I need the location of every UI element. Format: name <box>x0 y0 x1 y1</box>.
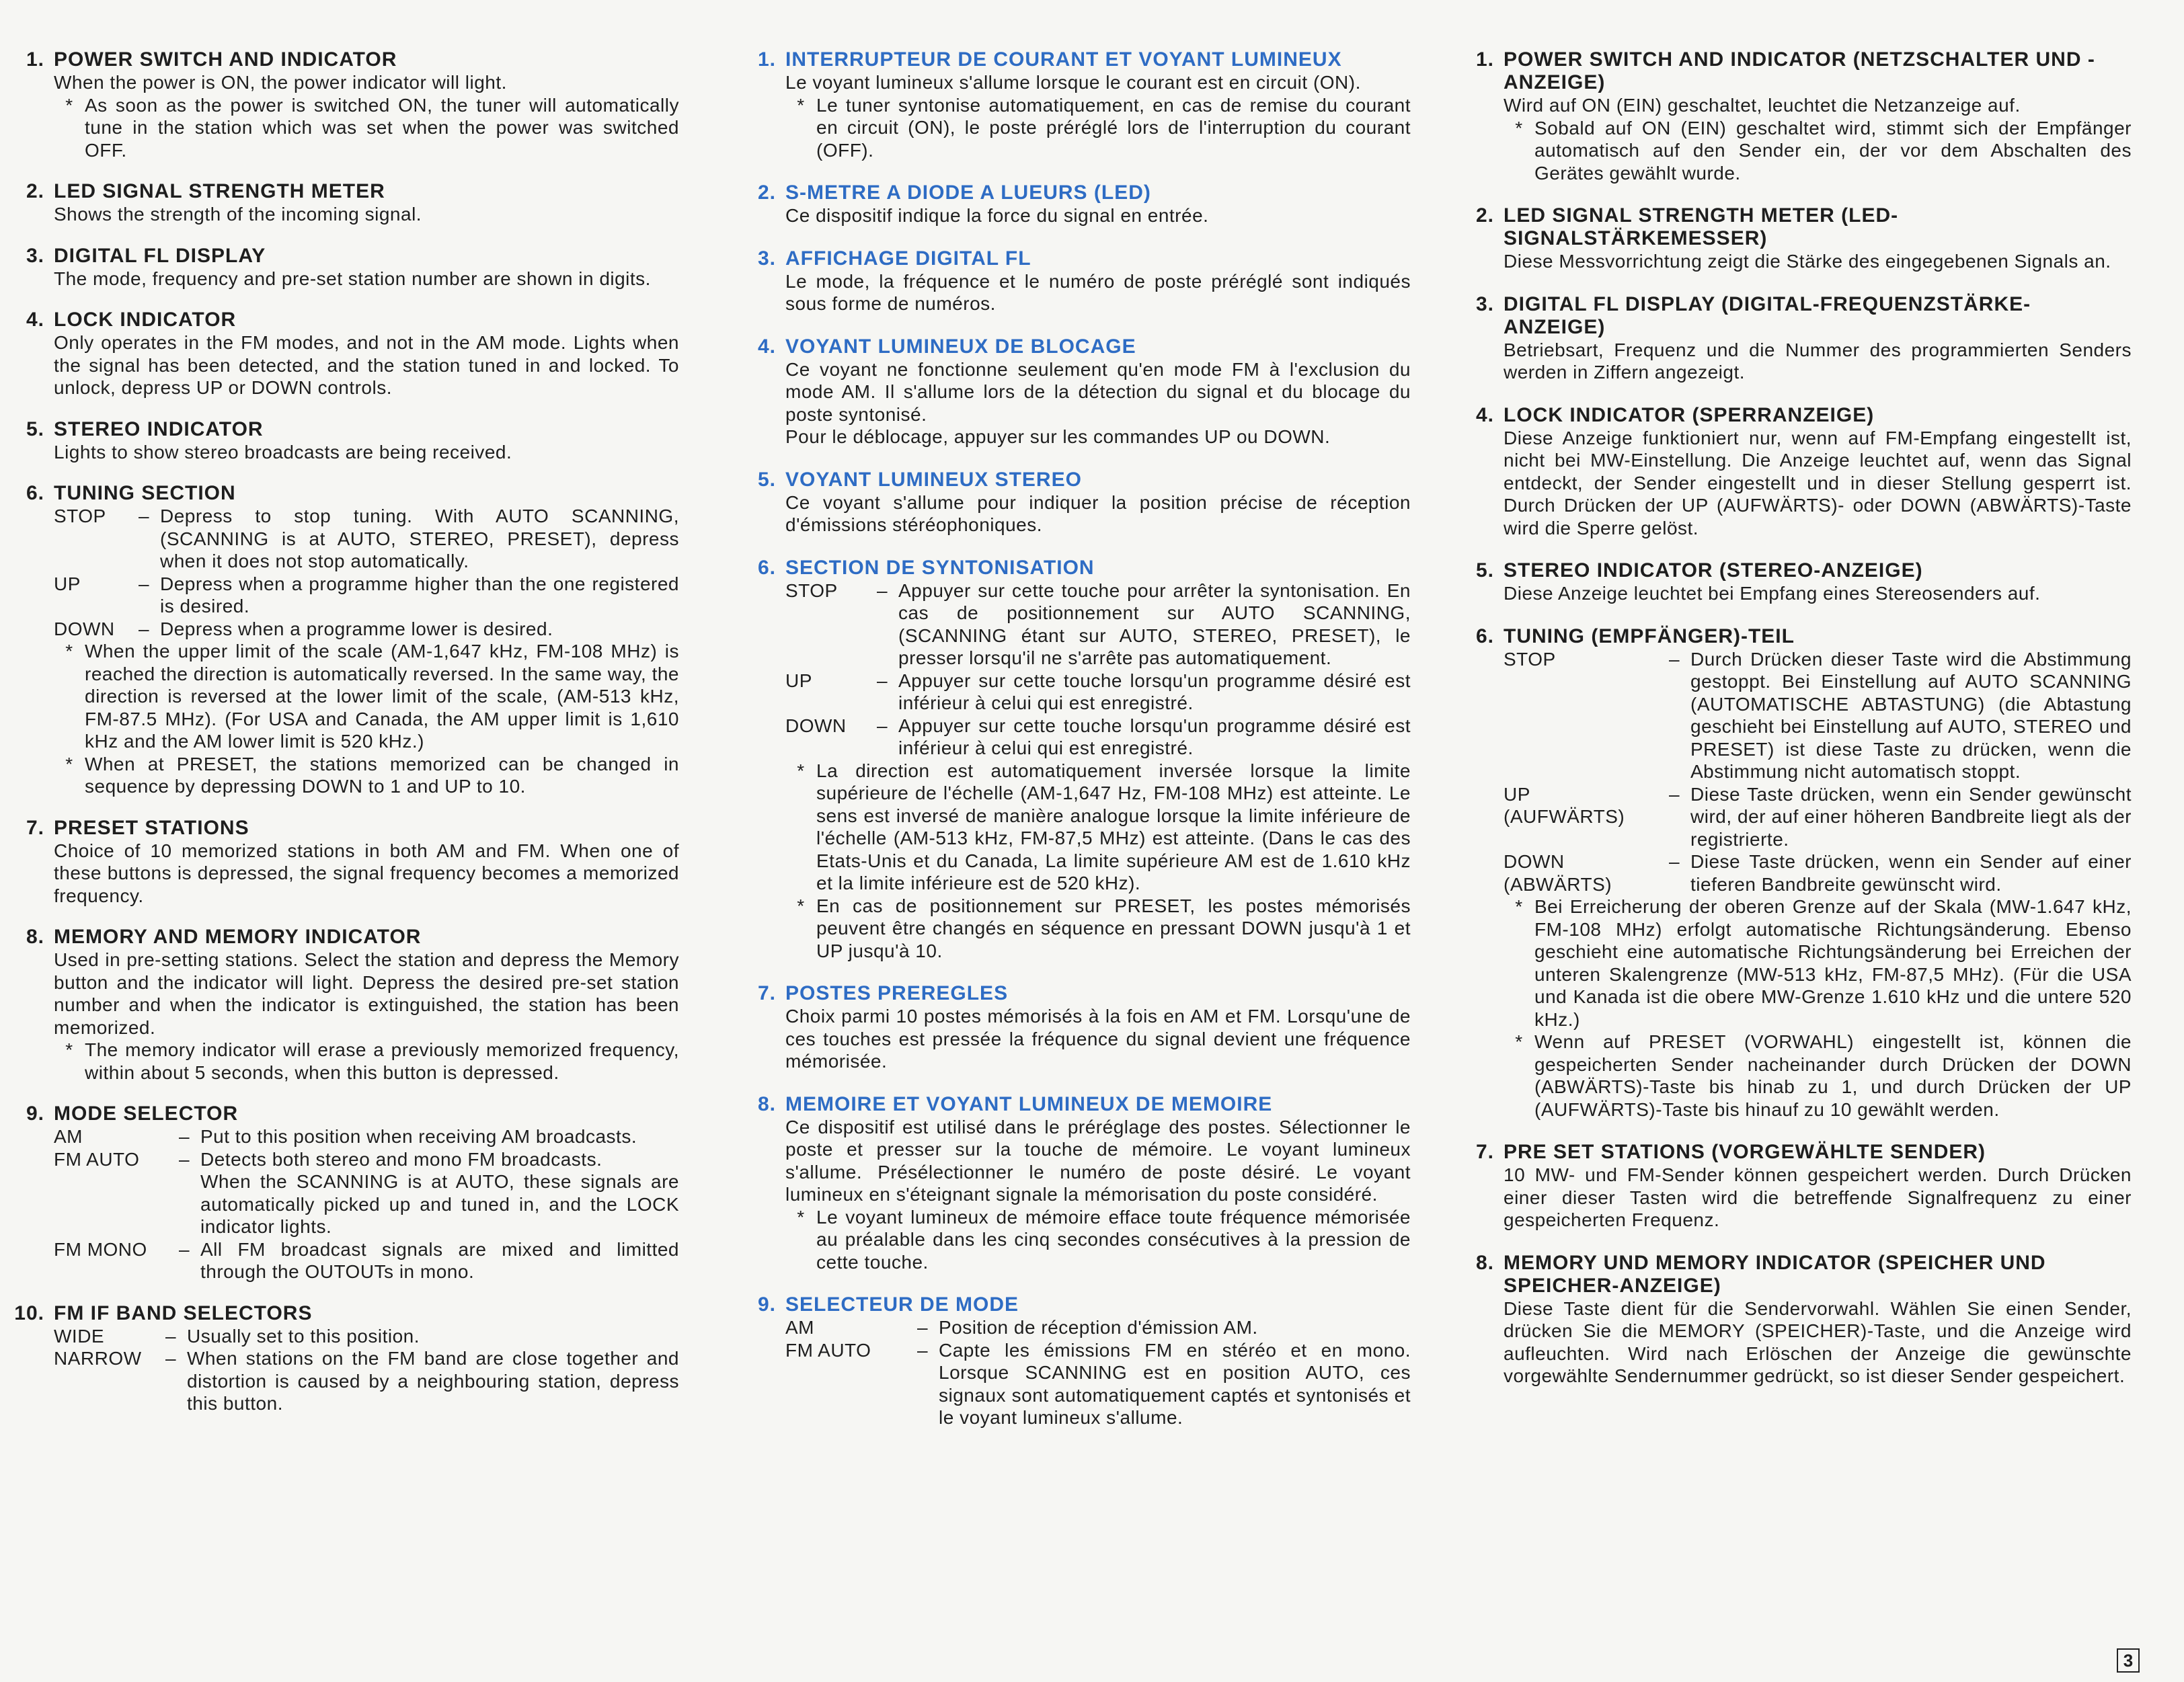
en-section-7: 7. PRESET STATIONS Choice of 10 memorized stations in both AM and FM. When one of these buttons is depressed, the signal frequency becomes a memorized frequency. <box>26 816 679 906</box>
french-column <box>757 48 1411 1655</box>
section-number: 1. <box>26 48 44 71</box>
fr-section-4: 4. VOYANT LUMINEUX DE BLOCAGE Ce voyant ne fonctionne seulement qu'en mode FM à l'exclusion du mode AM. Il s'allume lors de la détection du signal et du blocage du poste syntonisé. Pour le déblocage, appuyer sur les commandes UP ou DOWN. <box>757 335 1411 447</box>
section-title: MEMORY UND MEMORY INDICATOR (SPEICHER UND SPEICHER-ANZEIGE) <box>1504 1251 2046 1297</box>
definition-narrow: NARROW – When stations on the FM band are close together and distortion is caused by a neighbouring station, depress this button. <box>54 1348 679 1414</box>
section-text: Diese Anzeige leuchtet bei Empfang eines Stereosenders auf. <box>1504 583 2041 604</box>
section-title: TUNING SECTION <box>54 482 236 504</box>
note: * When the upper limit of the scale (AM-1,647 kHz, FM-108 MHz) is reached the direction is automatically reversed. In the same way, the direction is reversed at the lower limit of the scale, (AM-513 kHz, FM-87.5 MHz). (For USA and Canada, the AM upper limit is 1,610 kHz and the AM lower limit is 520 kHz.) <box>65 641 679 752</box>
section-title: AFFICHAGE DIGITAL FL <box>785 247 1031 270</box>
section-title: MODE SELECTOR <box>54 1103 239 1125</box>
definition-up: UP (AUFWÄRTS) – Diese Taste drücken, wenn ein Sender gewünscht wird, der auf einer höheren Bandbreite liegt als der registrierte. <box>1504 783 2132 850</box>
section-text: Diese Anzeige funktioniert nur, wenn auf FM-Empfang eingestellt ist, nicht bei MW-Einstellung. Die Anzeige leuchtet auf, wenn das Signal entdeckt, der Sender eingestellt und in dieser Stellung gesperrt ist. Durch Drücken der UP (AUFWÄRTS)- oder DOWN (ABWÄRTS)-Taste wird die Sperre gelöst. <box>1504 427 2132 538</box>
section-title: SELECTEUR DE MODE <box>785 1293 1019 1316</box>
de-section-2: 2. LED SIGNAL STRENGTH METER (LED-SIGNALSTÄRKEMESSER) Diese Messvorrichtung zeigt die Stärke des eingegebenen Signals an. <box>1504 204 2132 273</box>
de-section-8: 8. MEMORY UND MEMORY INDICATOR (SPEICHER UND SPEICHER-ANZEIGE) Diese Taste dient für die Sendervorwahl. Wählen Sie einen Sender, drücken Sie die MEMORY (SPEICHER)-Taste, und die Anzeige wird aufleuchten. Wird nach Erlöschen der Anzeige die gewünschte vorgewählte Sendernummer gedrückt, so ist dieser Sender gespeichert. <box>1475 1251 2132 1386</box>
fr-section-1: 1. INTERRUPTEUR DE COURANT ET VOYANT LUMINEUX Le voyant lumineux s'allume lorsque le courant est en circuit (ON). * Le tuner syntonise automatiquement, en cas de remise du courant en circuit (ON), le poste préréglé lors de l'interruption du courant (OFF). <box>757 48 1411 161</box>
section-title: POSTES PREREGLES <box>785 982 1009 1004</box>
section-title: PRE SET STATIONS (VORGEWÄHLTE SENDER) <box>1504 1141 1986 1163</box>
fr-section-8: 8. MEMOIRE ET VOYANT LUMINEUX DE MEMOIRE Ce dispositif est utilisé dans le préréglage des postes. Sélectionner le poste et presser sur la touche de mémoire. Le voyant lumineux s'allume. Présélectionner le numéro de poste désiré. Le voyant lumineux en s'éteignant signale la mémorisation du poste considéré. * Le voyant lumineux de mémoire efface toute fréquence mémorisée au préalable dans les cinq secondes consécutives à la pression de cette touche. <box>757 1092 1411 1273</box>
section-text: Ce voyant ne fonctionne seulement qu'en mode FM à l'exclusion du mode AM. Il s'allume lors de la détection du signal et du blocage du poste syntonisé. <box>785 358 1411 425</box>
english-column <box>14 48 679 1655</box>
section-title: VOYANT LUMINEUX DE BLOCAGE <box>785 335 1136 358</box>
definition-fm-auto: FM AUTO – Capte les émissions FM en stéréo et en mono. Lorsque SCANNING est en position AUTO, ces signaux sont automatiquement captés et syntonisés et le voyant lumineux s'allume. <box>785 1339 1411 1428</box>
section-text: Le mode, la fréquence et le numéro de poste préréglé sont indiqués sous forme de numéros. <box>785 270 1411 314</box>
definition-down: DOWN – Appuyer sur cette touche lorsqu'un programme désiré est inférieur à celui qui est enregistré. <box>785 715 1411 758</box>
section-title: LOCK INDICATOR <box>54 309 237 331</box>
en-section-3: 3. DIGITAL FL DISPLAY The mode, frequency and pre-set station number are shown in digits. <box>54 245 679 290</box>
note: * La direction est automatiquement inversée lorsque la limite supérieure de l'échelle (AM-1,647 Hz, FM-108 MHz) est atteinte. Le sens est inversé de manière analogue lorsque la limite inférieure de l'échelle (AM-513 kHz, FM-87,5 MHz) est atteinte. (Dans le cas des Etats-Unis et du Canada, La limite supérieure AM est de 1.610 kHz et la limite inférieure est de 520 kHz). <box>797 760 1411 893</box>
definition-wide: WIDE – Usually set to this position. <box>54 1325 420 1347</box>
note: * The memory indicator will erase a previously memorized frequency, within about 5 seconds, when this button is depressed. <box>65 1039 679 1083</box>
section-title: POWER SWITCH AND INDICATOR <box>54 48 397 71</box>
note: * Le tuner syntonise automatiquement, en cas de remise du courant en circuit (ON), le poste préréglé lors de l'interruption du courant (OFF). <box>797 94 1411 161</box>
section-title: S-METRE A DIODE A LUEURS (LED) <box>785 182 1151 204</box>
en-section-9: 9. MODE SELECTOR AM – Put to this position when receiving AM broadcasts. FM AUTO – Detects both stereo and mono FM broadcasts. When the SCANNING is at AUTO, these signals are automatically picked up and tuned in, and the LOCK indicator lights. FM MONO – All FM broadcast signals are mixed and limitted through the OUTOUTs in mono. <box>26 1103 679 1282</box>
section-text: Pour le déblocage, appuyer sur les commandes UP ou DOWN. <box>785 426 1331 447</box>
section-title: LOCK INDICATOR (SPERRANZEIGE) <box>1504 403 1875 426</box>
section-text: Diese Messvorrichtung zeigt die Stärke des eingegebenen Signals an. <box>1504 251 2111 272</box>
section-title: FM IF BAND SELECTORS <box>54 1301 313 1324</box>
section-text: Used in pre-setting stations. Select the station and depress the Memory button and the indicator will light. Depress the desired pre-set station number and when the indicator is extinguished, the station has been memorized. <box>54 949 679 1038</box>
note: * En cas de positionnement sur PRESET, les postes mémorisés peuvent être changés en séquence en pressant DOWN jusqu'à 1 et UP jusqu'à 10. <box>797 895 1411 961</box>
fr-section-3: 3. AFFICHAGE DIGITAL FL Le mode, la fréquence et le numéro de poste préréglé sont indiqués sous forme de numéros. <box>757 247 1411 314</box>
section-text: Only operates in the FM modes, and not in the AM mode. Lights when the signal has been detected, and the station tuned in and locked. To unlock, depress UP or DOWN controls. <box>54 332 679 398</box>
section-text: Choix parmi 10 postes mémorisés à la fois en AM et FM. Lorsqu'une de ces touches est pressée la fréquence du signal devient une fréquence mémorisée. <box>785 1006 1411 1072</box>
section-text: Ce dispositif est utilisé dans le préréglage des postes. Sélectionner le poste et presser sur la touche de mémoire. Le voyant lumineux s'allume. Présélectionner le numéro de poste désiré. Le voyant lumineux en s'éteignant signale la mémorisation du poste considéré. <box>785 1116 1411 1205</box>
de-section-6: 6. TUNING (EMPFÄNGER)-TEIL STOP – Durch Drücken dieser Taste wird die Abstimmung gestoppt. Bei Einstellung auf AUTO SCANNING (AUTOMATISCHE ABTASTUNG) (die Abtastung geschieht bei Einstellung auf AUTO, STEREO und PRESET) ist diese Taste zu drücken, wenn die Abstimmung nicht automatisch stoppt. UP (AUFWÄRTS) – Diese Taste drücken, wenn ein Sender gewünscht wird, der auf einer höheren Bandbreite liegt als der registrierte. DOWN (ABWÄRTS) – Diese Taste drücken, wenn ein Sender auf einer tieferen Bandbreite gewünscht wird. * Bei Erreicherung der oberen Grenze auf der Skala (MW-1.647 kHz, FM-108 MHz) erfolgt automatische Richtungsänderung. Ebenso geschieht eine automatische Richtungsänderung bei Erreichen der unteren Skalengrenze (MW-513 kHz, FM-87,5 MHz). (Für die USA und Kanada ist die obere MW-Grenze 1.610 kHz und die untere 520 kHz.) * Wenn auf PRESET (VORWAHL) eingestellt ist, können die gespeicherten Sender nacheinander durch Drücken der DOWN (ABWÄRTS)-Taste bis hinab zu 1, und durch Drücken der UP (AUFWÄRTS)-Taste bis hinauf zu 10 gewählt werden. <box>1475 625 2132 1120</box>
definition-down: DOWN (ABWÄRTS) – Diese Taste drücken, wenn ein Sender auf einer tieferen Bandbreite gewünscht wird. <box>1504 851 2132 895</box>
de-section-3: 3. DIGITAL FL DISPLAY (DIGITAL-FREQUENZSTÄRKE-ANZEIGE) Betriebsart, Frequenz und die Nummer des programmierten Senders werden in Ziffern angezeigt. <box>1475 292 2132 383</box>
section-title: STEREO INDICATOR <box>54 417 264 440</box>
definition-up: UP – Depress when a programme higher than the one registered is desired. <box>54 573 679 616</box>
fr-section-7: 7. POSTES PREREGLES Choix parmi 10 postes mémorisés à la fois en AM et FM. Lorsqu'une de ces touches est pressée la fréquence du signal devient une fréquence mémorisée. <box>757 982 1411 1072</box>
section-title: LED SIGNAL STRENGTH METER (LED-SIGNALSTÄRKEMESSER) <box>1504 204 1899 249</box>
fr-section-6: 6. SECTION DE SYNTONISATION STOP – Appuyer sur cette touche pour arrêter la syntonisation. En cas de positionnement sur AUTO SCANNING, (SCANNING étant sur AUTO, STEREO, PRESET), le presser lorsqu'il ne s'arrête pas automatiquement. UP – Appuyer sur cette touche lorsqu'un programme désiré est inférieur à celui qui est enregistré. DOWN – Appuyer sur cette touche lorsqu'un programme désiré est inférieur à celui qui est enregistré. * La direction est automatiquement inversée lorsque la limite supérieure de l'échelle (AM-1,647 Hz, FM-108 MHz) est atteinte. Le sens est inversé de manière analogue lorsque la limite inférieure de l'échelle (AM-513 kHz, FM-87,5 MHz) est atteinte. (Dans le cas des Etats-Unis et du Canada, La limite supérieure AM est de 1.610 kHz et la limite inférieure est de 520 kHz). * En cas de positionnement sur PRESET, les postes mémorisés peuvent être changés en séquence en pressant DOWN jusqu'à 1 et UP jusqu'à 10. <box>757 556 1411 961</box>
section-title: STEREO INDICATOR (STEREO-ANZEIGE) <box>1504 559 1923 582</box>
section-text: 10 MW- und FM-Sender können gespeichert werden. Durch Drücken einer dieser Tasten wird die betreffende Signalfrequenz zu einer gespeicherten Frequenz. <box>1504 1164 2132 1230</box>
de-section-5: 5. STEREO INDICATOR (STEREO-ANZEIGE) Diese Anzeige leuchtet bei Empfang eines Stereosenders auf. <box>1504 559 2132 605</box>
definition-fm-auto: FM AUTO – Detects both stereo and mono FM broadcasts. When the SCANNING is at AUTO, these signals are automatically picked up and tuned in, and the LOCK indicator lights. <box>54 1148 679 1237</box>
section-text: Lights to show stereo broadcasts are being received. <box>54 441 512 463</box>
fr-section-5: 5. VOYANT LUMINEUX STEREO Ce voyant s'allume pour indiquer la position précise de réception d'émissions stéréophoniques. <box>757 468 1411 535</box>
en-section-6: 6. TUNING SECTION STOP – Depress to stop tuning. With AUTO SCANNING, (SCANNING is at AUTO, STEREO, PRESET), depress when it does not stop automatically. UP – Depress when a programme higher than the one registered is desired. DOWN – Depress when a programme lower is desired. * When the upper limit of the scale (AM-1,647 kHz, FM-108 MHz) is reached the direction is automatically reversed. In the same way, the direction is reversed at the lower limit of the scale, (AM-513 kHz, FM-87.5 MHz). (For USA and Canada, the AM upper limit is 1,610 kHz and the AM lower limit is 520 kHz.) * When at PRESET, the stations memorized can be changed in sequence by depressing DOWN to 1 and UP to 10. <box>26 482 679 797</box>
section-title: POWER SWITCH AND INDICATOR (NETZSCHALTER UND -ANZEIGE) <box>1504 48 2095 93</box>
section-title: LED SIGNAL STRENGTH METER <box>54 180 385 202</box>
fr-section-2: 2. S-METRE A DIODE A LUEURS (LED) Ce dispositif indique la force du signal en entrée. <box>785 182 1411 227</box>
note: * Bei Erreicherung der oberen Grenze auf der Skala (MW-1.647 kHz, FM-108 MHz) erfolgt automatische Richtungsänderung. Ebenso geschieht eine automatische Richtungsänderung bei Erreichen der unteren Skalengrenze (MW-513 kHz, FM-87,5 MHz). (Für die USA und Kanada ist die obere MW-Grenze 1.610 kHz und die untere 520 kHz.) <box>1515 896 2132 1030</box>
section-title: INTERRUPTEUR DE COURANT ET VOYANT LUMINEUX <box>785 48 1342 71</box>
section-title: SECTION DE SYNTONISATION <box>785 556 1095 579</box>
de-section-7: 7. PRE SET STATIONS (VORGEWÄHLTE SENDER) 10 MW- und FM-Sender können gespeichert werden. Durch Drücken einer dieser Tasten wird die betreffende Signalfrequenz zu einer gespeicherten Frequenz. <box>1475 1141 2132 1230</box>
en-section-2: 2. LED SIGNAL STRENGTH METER Shows the strength of the incoming signal. <box>54 180 679 226</box>
de-section-1: 1. POWER SWITCH AND INDICATOR (NETZSCHALTER UND -ANZEIGE) Wird auf ON (EIN) geschaltet, leuchtet die Netzanzeige auf. * Sobald auf ON (EIN) geschaltet wird, stimmt sich der Empfänger automatisch auf den Sender ein, der vor dem Abschalten des Gerätes gewählt wurde. <box>1475 48 2132 184</box>
definition-am: AM – Put to this position when receiving AM broadcasts. <box>54 1126 637 1147</box>
en-section-1 <box>26 48 679 161</box>
section-text: When the power is ON, the power indicator will light. <box>54 72 507 93</box>
section-title: DIGITAL FL DISPLAY <box>54 244 266 267</box>
section-text: Diese Taste dient für die Sendervorwahl. Wählen Sie einen Sender, drücken Sie die MEMORY (SPEICHER)-Taste, und die Anzeige wird aufleuchten. Wird nach Erlöschen der Anzeige die gewünschte vorgewählte Sendernummer gedrückt, so ist dieser Sender gespeichert. <box>1504 1297 2132 1386</box>
note: * Wenn auf PRESET (VORWAHL) eingestellt ist, können die gespeicherten Sender nacheinander durch Drücken der DOWN (ABWÄRTS)-Taste bis hinab zu 1, und durch Drücken der UP (AUFWÄRTS)-Taste bis hinauf zu 10 gewählt werden. <box>1515 1031 2132 1120</box>
note: * As soon as the power is switched ON, the tuner will automatically tune in the station which was set when the power was switched OFF. <box>65 94 679 161</box>
de-section-4: 4. LOCK INDICATOR (SPERRANZEIGE) Diese Anzeige funktioniert nur, wenn auf FM-Empfang eingestellt ist, nicht bei MW-Einstellung. Die Anzeige leuchtet auf, wenn das Signal entdeckt, der Sender eingestellt und in dieser Stellung gesperrt ist. Durch Drücken der UP (AUFWÄRTS)- oder DOWN (ABWÄRTS)-Taste wird die Sperre gelöst. <box>1475 403 2132 538</box>
section-title: PRESET STATIONS <box>54 816 249 839</box>
en-section-10: 10. FM IF BAND SELECTORS WIDE – Usually set to this position. NARROW – When stations on the FM band are close together and distortion is caused by a neighbouring station, depress this button. <box>14 1301 679 1414</box>
en-section-8: 8. MEMORY AND MEMORY INDICATOR Used in pre-setting stations. Select the station and depress the Memory button and the indicator will light. Depress the desired pre-set station number and when the indicator is extinguished, the station has been memorized. * The memory indicator will erase a previously memorized frequency, within about 5 seconds, when this button is depressed. <box>26 926 679 1083</box>
definition-down: DOWN – Depress when a programme lower is desired. <box>54 618 553 639</box>
definition-up: UP – Appuyer sur cette touche lorsqu'un programme désiré est inférieur à celui qui est enregistré. <box>785 670 1411 713</box>
fr-section-9: 9. SELECTEUR DE MODE AM – Position de réception d'émission AM. FM AUTO – Capte les émissions FM en stéréo et en mono. Lorsque SCANNING est en position AUTO, ces signaux sont automatiquement captés et syntonisés et le voyant lumineux s'allume. <box>757 1293 1411 1428</box>
section-text: Shows the strength of the incoming signal. <box>54 204 422 225</box>
section-title: MEMOIRE ET VOYANT LUMINEUX DE MEMOIRE <box>785 1092 1273 1115</box>
section-text: The mode, frequency and pre-set station number are shown in digits. <box>54 268 651 289</box>
definition-stop: STOP – Depress to stop tuning. With AUTO SCANNING, (SCANNING is at AUTO, STEREO, PRESET), depress when it does not stop automatically. <box>54 506 679 571</box>
definition-fm-mono: FM MONO – All FM broadcast signals are mixed and limitted through the OUTOUTs in mono. <box>54 1238 679 1282</box>
note: * When at PRESET, the stations memorized can be changed in sequence by depressing DOWN to 1 and UP to 10. <box>65 753 679 797</box>
definition-am: AM – Position de réception d'émission AM. <box>785 1317 1258 1338</box>
german-column <box>1475 48 2132 1655</box>
en-section-5: 5. STEREO INDICATOR Lights to show stereo broadcasts are being received. <box>54 418 679 464</box>
section-text: Ce voyant s'allume pour indiquer la position précise de réception d'émissions stéréophoniques. <box>785 491 1411 535</box>
page-number: 3 <box>2117 1648 2140 1673</box>
definition-stop: STOP – Durch Drücken dieser Taste wird die Abstimmung gestoppt. Bei Einstellung auf AUTO SCANNING (AUTOMATISCHE ABTASTUNG) (die Abtastung geschieht bei Einstellung auf AUTO, STEREO und PRESET) ist diese Taste zu drücken, wenn die Abstimmung nicht automatisch stoppt. <box>1504 648 2132 782</box>
section-title: VOYANT LUMINEUX STEREO <box>785 468 1082 491</box>
note: * Le voyant lumineux de mémoire efface toute fréquence mémorisée au préalable dans les cinq secondes consécutives à la pression de cette touche. <box>797 1206 1411 1273</box>
section-text: Choice of 10 memorized stations in both AM and FM. When one of these buttons is depressed, the signal frequency becomes a memorized frequency. <box>54 840 679 906</box>
section-title: MEMORY AND MEMORY INDICATOR <box>54 926 422 948</box>
note: * Sobald auf ON (EIN) geschaltet wird, stimmt sich der Empfänger automatisch auf den Sender ein, der vor dem Abschalten des Gerätes gewählt wurde. <box>1515 117 2132 184</box>
en-section-4: 4. LOCK INDICATOR Only operates in the FM modes, and not in the AM mode. Lights when the signal has been detected, and the station tuned in and locked. To unlock, depress UP or DOWN controls. <box>26 309 679 398</box>
section-title: TUNING (EMPFÄNGER)-TEIL <box>1504 625 1795 647</box>
section-text: Betriebsart, Frequenz und die Nummer des programmierten Senders werden in Ziffern angezeigt. <box>1504 339 2132 383</box>
section-text: Wird auf ON (EIN) geschaltet, leuchtet die Netzanzeige auf. <box>1504 95 2021 116</box>
section-text: Le voyant lumineux s'allume lorsque le courant est en circuit (ON). <box>785 72 1361 93</box>
section-title: DIGITAL FL DISPLAY (DIGITAL-FREQUENZSTÄRKE-ANZEIGE) <box>1504 292 2031 338</box>
section-text: Ce dispositif indique la force du signal en entrée. <box>785 205 1209 226</box>
definition-stop: STOP – Appuyer sur cette touche pour arrêter la syntonisation. En cas de positionnement sur AUTO SCANNING, (SCANNING étant sur AUTO, STEREO, PRESET), le presser lorsqu'il ne s'arrête pas automatiquement. <box>785 579 1411 668</box>
